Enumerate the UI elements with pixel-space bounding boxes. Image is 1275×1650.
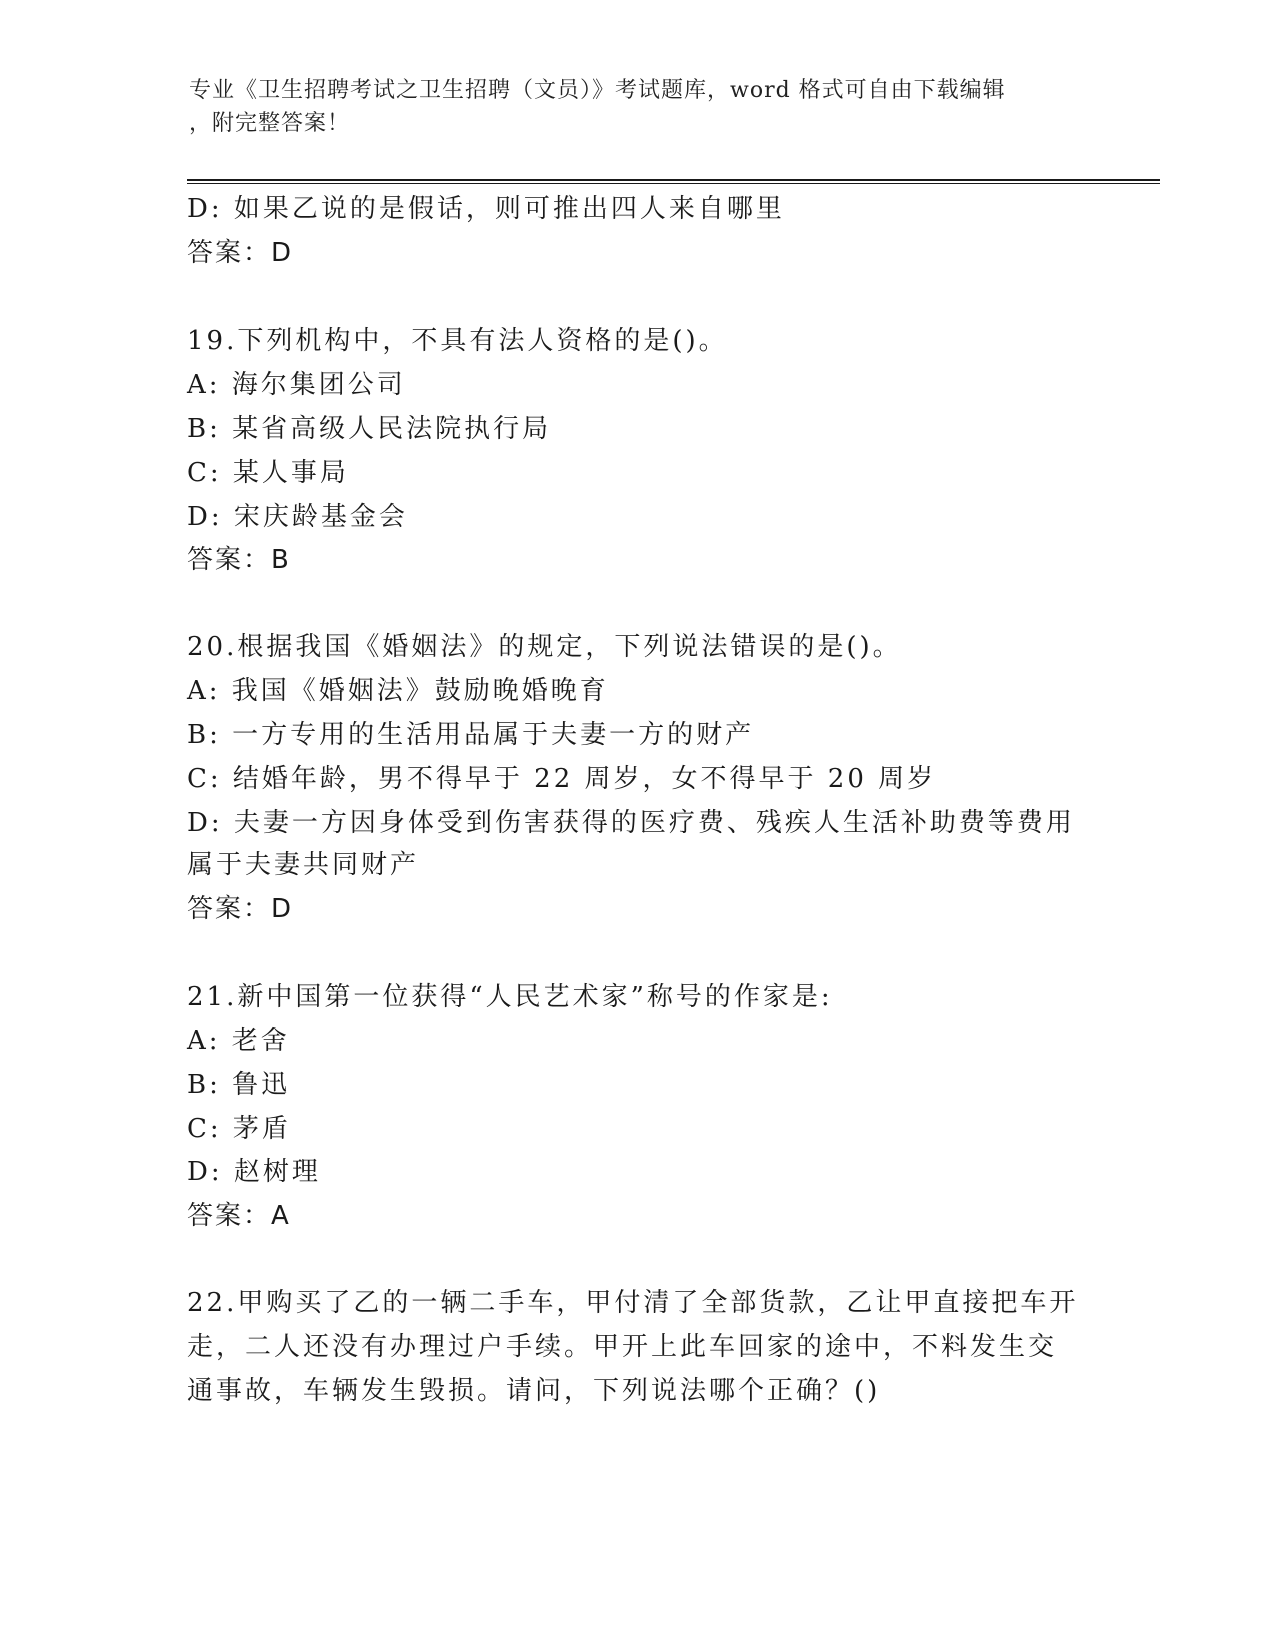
header-line-2: ，附完整答案！ <box>189 111 351 136</box>
q19-question: 19.下列机构中，不具有法人资格的是()。 <box>187 326 728 356</box>
q21-option-a: A: 老舍 <box>187 1026 290 1056</box>
q19-option-d: D: 宋庆龄基金会 <box>187 502 408 532</box>
q22-question-line2: 走，二人还没有办理过户手续。甲开上此车回家的途中，不料发生交 <box>187 1332 1058 1362</box>
q19-option-a: A: 海尔集团公司 <box>187 370 406 400</box>
q20-answer: 答案：D <box>187 894 294 924</box>
header-rule-thin <box>187 183 1160 184</box>
q21-option-d: D: 赵树理 <box>187 1157 321 1187</box>
q21-option-c: C: 茅盾 <box>187 1114 291 1144</box>
document-header <box>189 74 1069 140</box>
q22-question-line1: 22.甲购买了乙的一辆二手车，甲付清了全部货款，乙让甲直接把车开 <box>187 1288 1079 1318</box>
header-rule-thick <box>187 179 1160 181</box>
q22-question-line3: 通事故，车辆发生毁损。请问，下列说法哪个正确？() <box>187 1376 881 1406</box>
q21-option-b: B: 鲁迅 <box>187 1070 291 1100</box>
q19-answer: 答案：B <box>187 545 291 575</box>
q20-question: 20.根据我国《婚姻法》的规定，下列说法错误的是()。 <box>187 632 902 662</box>
header-line-1: 专业《卫生招聘考试之卫生招聘（文员）》考试题库，word 格式可自由下载编辑 <box>189 78 1006 103</box>
q20-option-a: A: 我国《婚姻法》鼓励晚婚晚育 <box>187 676 609 706</box>
q21-answer: 答案：A <box>187 1201 291 1231</box>
q19-option-b: B: 某省高级人民法院执行局 <box>187 414 552 444</box>
q19-option-c: C: 某人事局 <box>187 458 349 488</box>
q20-option-c: C: 结婚年龄，男不得早于 22 周岁，女不得早于 20 周岁 <box>187 764 937 794</box>
q20-option-d-line2: 属于夫妻共同财产 <box>187 850 420 880</box>
q20-option-b: B: 一方专用的生活用品属于夫妻一方的财产 <box>187 720 755 750</box>
prev-option-d: D: 如果乙说的是假话，则可推出四人来自哪里 <box>187 194 785 224</box>
q20-option-d-line1: D: 夫妻一方因身体受到伤害获得的医疗费、残疾人生活补助费等费用 <box>187 808 1075 838</box>
q21-question: 21.新中国第一位获得“人民艺术家”称号的作家是: <box>187 982 833 1012</box>
prev-answer: 答案：D <box>187 238 294 268</box>
